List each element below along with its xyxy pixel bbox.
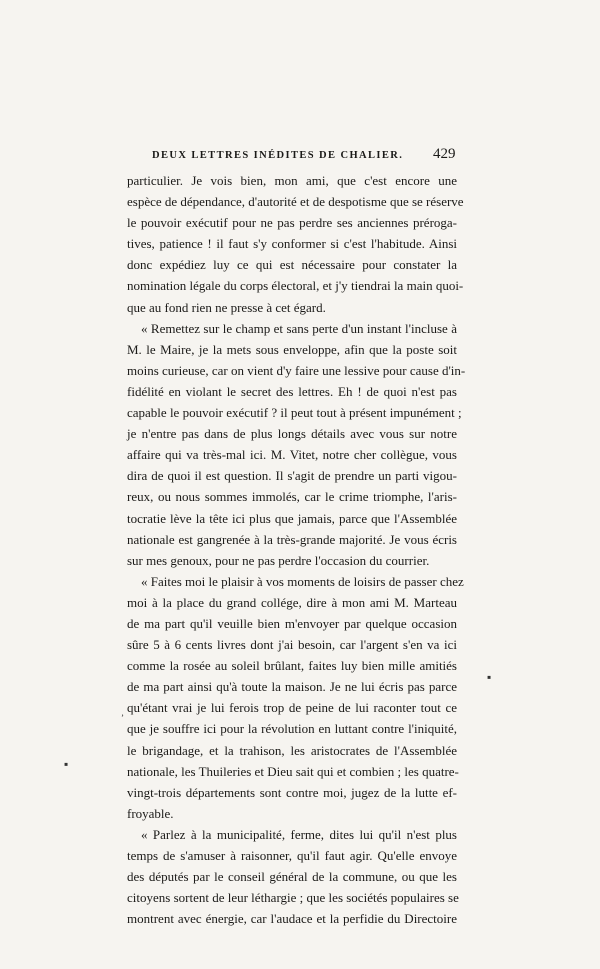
margin-mark: ▪ bbox=[487, 670, 492, 684]
text-line: capable le pouvoir exécutif ? il peut tout à présent impunément ; bbox=[127, 405, 462, 421]
text-line: moi à la place du grand collége, dire à mon ami M. Marteau bbox=[127, 594, 457, 610]
text-line: citoyens sortent de leur léthargie ; que les sociétés populaires se bbox=[127, 890, 459, 906]
text-line: temps de s'amuser à raisonner, qu'il faut agir. Qu'elle envoye bbox=[127, 848, 457, 863]
text-line: « Parlez à la municipalité, ferme, dites lui qu'il n'est plus bbox=[141, 826, 457, 842]
text-line: que au fond rien ne presse à cet égard. bbox=[127, 299, 326, 315]
text-line: affaire qui va très-mal ici. M. Vitet, notre cher collègue, vous bbox=[127, 447, 457, 463]
text-line: M. le Maire, je la mets sous enveloppe, afin que la poste soit bbox=[127, 341, 457, 357]
text-line: qu'étant vrai je lui ferois trop de peine de lui raconter tout ce bbox=[127, 700, 457, 716]
text-line: nationale est gangrenée à la très-grande majorité. Je vous écris bbox=[127, 531, 457, 547]
text-line: sur mes genoux, pour ne pas perdre l'occasion du courrier. bbox=[127, 552, 430, 568]
text-line: sûre 5 à 6 cents livres dont j'ai besoin, car l'argent s'en va ici bbox=[127, 637, 457, 653]
page-header bbox=[0, 148, 600, 168]
text-line: « Faites moi le plaisir à vos moments de loisirs de passer chez bbox=[141, 573, 464, 589]
text-line: particulier. Je vois bien, mon ami, que c'est encore une bbox=[127, 173, 457, 188]
text-line: vingt-trois départements sont contre moi, jugez de la lutte ef- bbox=[127, 784, 457, 800]
running-title: DEUX LETTRES INÉDITES DE CHALIER. bbox=[152, 150, 404, 161]
text-line: tocratie lève la tête ici plus que jamais, parce que l'Assemblée bbox=[127, 510, 457, 526]
text-line: de ma part qu'il veuille bien m'envoyer par quelque occasion bbox=[127, 615, 457, 631]
text-line: je n'entre pas dans de plus longs détails avec vous sur notre bbox=[127, 426, 457, 442]
text-line: de ma part ainsi qu'à toute la maison. Je ne lui écris pas parce bbox=[127, 679, 457, 695]
text-line: fidélité en violant le secret des lettres. Eh ! de quoi n'est pas bbox=[127, 383, 457, 399]
text-line: reux, ou nous sommes immolés, car le crime triomphe, l'aris- bbox=[127, 489, 457, 505]
text-line: le brigandage, et la trahison, les aristocrates de l'Assemblée bbox=[127, 742, 457, 758]
text-line: que je souffre ici pour la révolution en luttant contre l'iniquité, bbox=[127, 721, 457, 737]
text-line: nomination légale du corps électoral, et j'y tiendrai la main quoi- bbox=[127, 278, 464, 294]
text-line: des députés par le conseil général de la commune, ou que les bbox=[127, 869, 457, 885]
text-line: montrent avec énergie, car l'audace et la perfidie du Directoire bbox=[127, 911, 457, 927]
text-line: nationale, les Thuileries et Dieu sait qui et combien ; les quatre- bbox=[127, 763, 459, 779]
body-text bbox=[127, 170, 466, 929]
page-number: 429 bbox=[433, 146, 456, 162]
margin-mark: ʼ bbox=[121, 713, 124, 723]
text-line: comme la rosée au soleil brûlant, faites luy bien mille amitiés bbox=[127, 658, 457, 674]
text-line: espèce de dépendance, d'autorité et de despotisme que se réserve bbox=[127, 194, 464, 210]
margin-mark: ▪ bbox=[64, 757, 69, 771]
text-line: dira de quoi il est question. Il s'agit de prendre un parti vigou- bbox=[127, 468, 457, 484]
text-line: « Remettez sur le champ et sans perte d'un instant l'incluse à bbox=[141, 320, 457, 336]
text-line: donc expédiez luy ce qui est nécessaire pour constater la bbox=[127, 257, 457, 273]
text-line: le pouvoir exécutif pour ne pas perdre ses anciennes préroga- bbox=[127, 215, 457, 231]
text-line: moins curieuse, car on vient d'y faire une lessive pour cause d'in- bbox=[127, 362, 466, 378]
text-line: tives, patience ! il faut s'y conformer si c'est l'habitude. Ainsi bbox=[127, 236, 457, 252]
text-line: froyable. bbox=[127, 805, 174, 821]
